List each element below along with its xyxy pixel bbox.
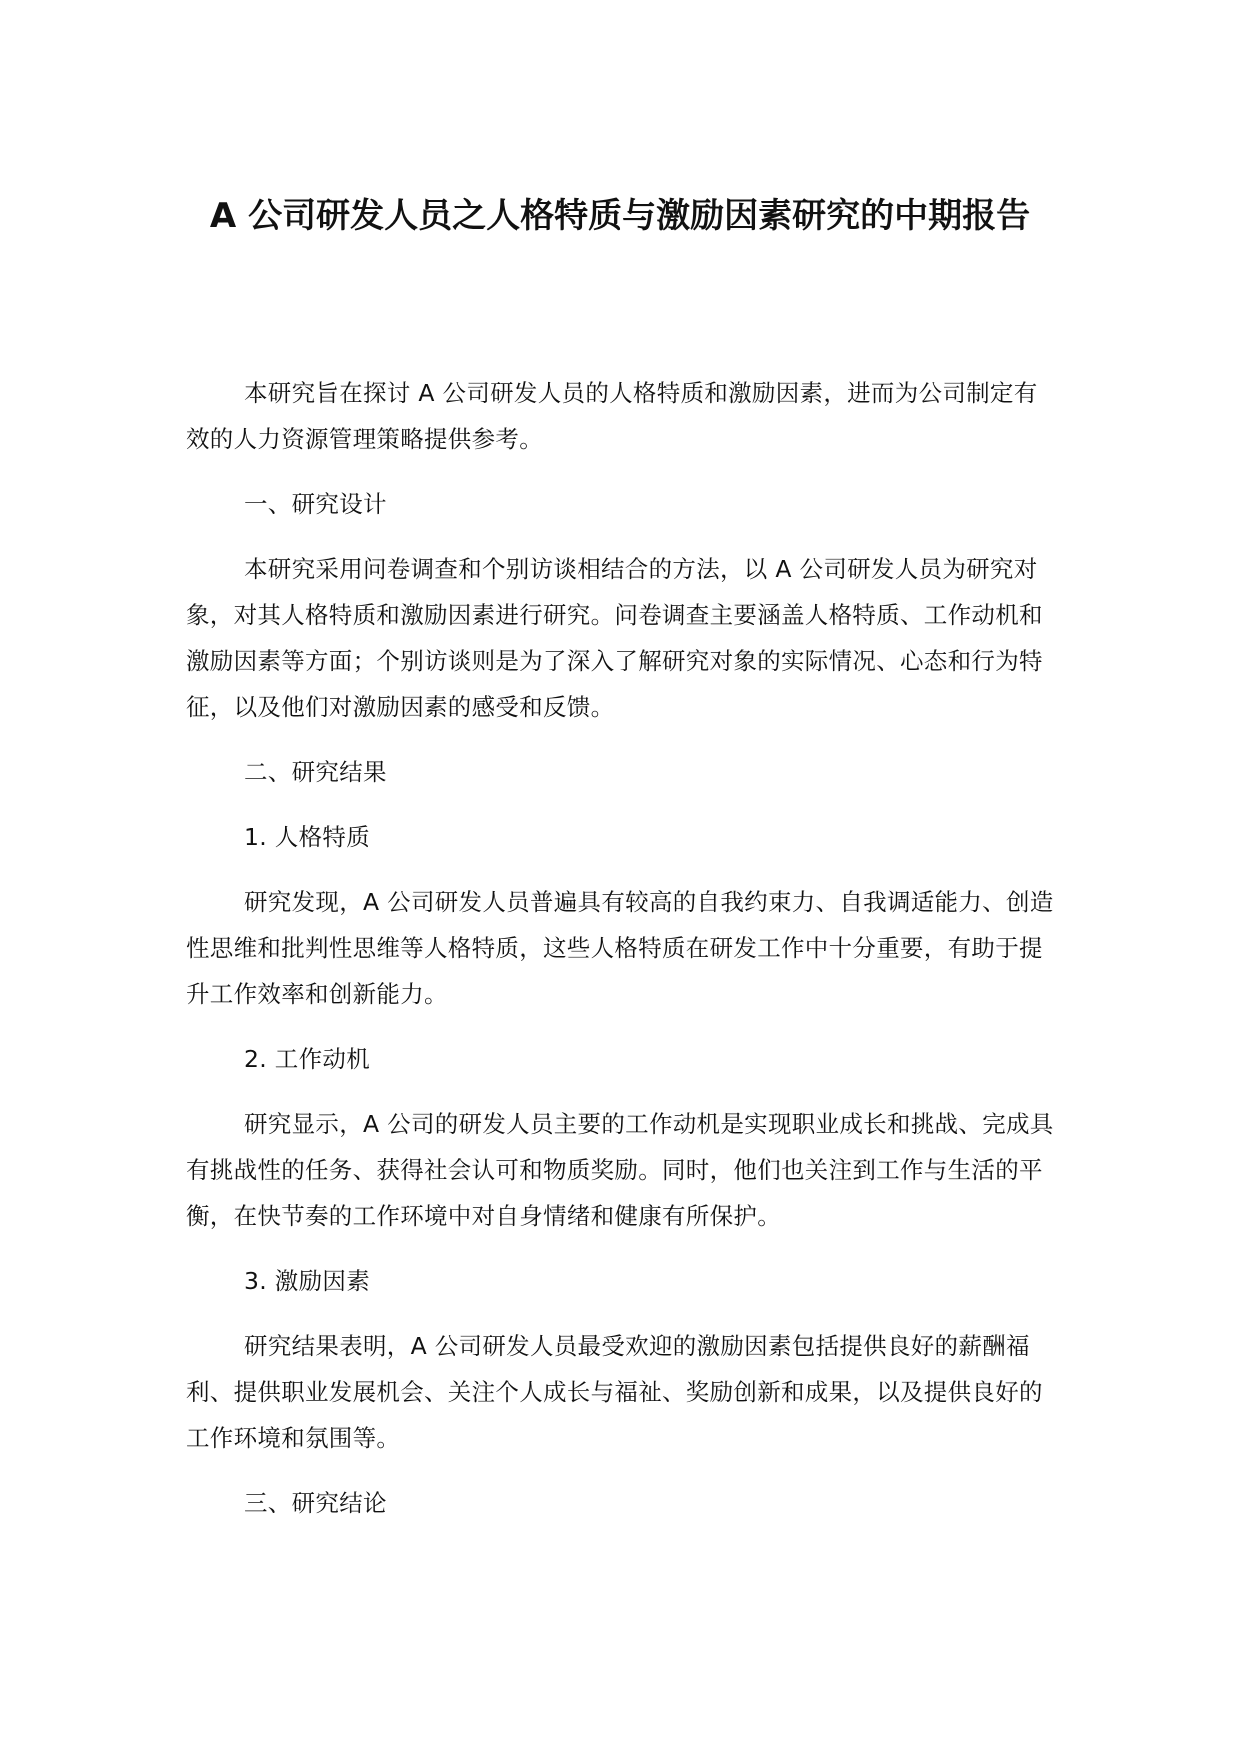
subheading-motivation: 2. 工作动机 [244,1045,370,1073]
section-heading-design: 一、研究设计 [244,490,387,518]
intro-paragraph: 本研究旨在探讨 A 公司研发人员的人格特质和激励因素，进而为公司制定有效的人力资源管理策略提供参考。 [186,379,1038,453]
motivation-paragraph: 研究显示，A 公司的研发人员主要的工作动机是实现职业成长和挑战、完成具有挑战性的任务、获得社会认可和物质奖励。同时，他们也关注到工作与生活的平衡，在快节奏的工作环境中对自身情绪和健康有所保护。 [186,1110,1054,1230]
subheading-incentives: 3. 激励因素 [244,1267,370,1295]
section-heading-results: 二、研究结果 [244,758,387,786]
section-heading-conclusion: 三、研究结论 [244,1489,387,1517]
subheading-personality: 1. 人格特质 [244,823,370,851]
incentives-paragraph: 研究结果表明，A 公司研发人员最受欢迎的激励因素包括提供良好的薪酬福利、提供职业发展机会、关注个人成长与福祉、奖励创新和成果，以及提供良好的工作环境和氛围等。 [186,1332,1043,1452]
document-body [186,370,1054,1545]
document-title: A 公司研发人员之人格特质与激励因素研究的中期报告 [209,196,1031,236]
personality-paragraph: 研究发现，A 公司研发人员普遍具有较高的自我约束力、自我调适能力、创造性思维和批判性思维等人格特质，这些人格特质在研发工作中十分重要，有助于提升工作效率和创新能力。 [186,888,1054,1008]
design-paragraph: 本研究采用问卷调查和个别访谈相结合的方法，以 A 公司研发人员为研究对象，对其人格特质和激励因素进行研究。问卷调查主要涵盖人格特质、工作动机和激励因素等方面；个别访谈则是为了深入了解研究对象的实际情况、心态和行为特征，以及他们对激励因素的感受和反馈。 [186,555,1043,721]
